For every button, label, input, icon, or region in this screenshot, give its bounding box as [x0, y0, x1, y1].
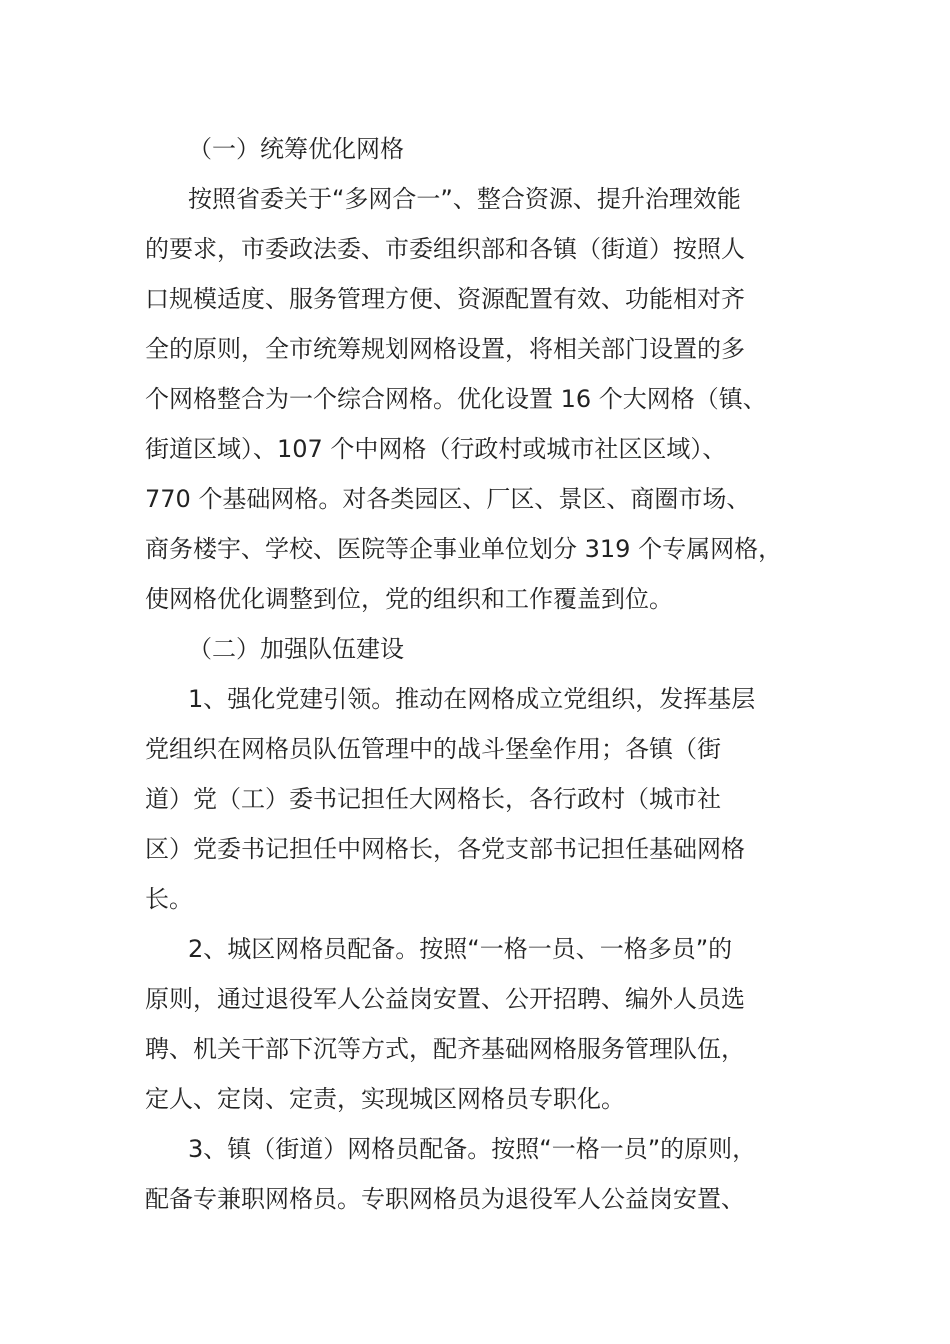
paragraph-line: 按照省委关于“多网合一”、整合资源、提升治理效能	[188, 185, 741, 213]
paragraph-line: 全的原则，全市统筹规划网格设置，将相关部门设置的多	[145, 335, 745, 363]
paragraph-line: 口规模适度、服务管理方便、资源配置有效、功能相对齐	[145, 285, 745, 313]
section-heading-2: （二）加强队伍建设	[188, 635, 404, 663]
paragraph-line: 街道区域）、107 个中网格（行政村或城市社区区域）、	[145, 435, 727, 463]
paragraph-line: 配备专兼职网格员。专职网格员为退役军人公益岗安置、	[145, 1185, 745, 1213]
paragraph-line: 区）党委书记担任中网格长，各党支部书记担任基础网格	[145, 835, 745, 863]
paragraph-line: 道）党（工）委书记担任大网格长，各行政村（城市社	[145, 785, 721, 813]
paragraph-line: 770 个基础网格。对各类园区、厂区、景区、商圈市场、	[145, 485, 751, 513]
paragraph-line: 使网格优化调整到位，党的组织和工作覆盖到位。	[145, 585, 673, 613]
paragraph-line: 个网格整合为一个综合网格。优化设置 16 个大网格（镇、	[145, 385, 767, 413]
paragraph-line: 1、强化党建引领。推动在网格成立党组织，发挥基层	[188, 685, 756, 713]
paragraph-line: 商务楼宇、学校、医院等企事业单位划分 319 个专属网格，	[145, 535, 783, 563]
paragraph-line: 的要求，市委政法委、市委组织部和各镇（街道）按照人	[145, 235, 745, 263]
paragraph-line: 原则，通过退役军人公益岗安置、公开招聘、编外人员选	[145, 985, 745, 1013]
paragraph-line: 党组织在网格员队伍管理中的战斗堡垒作用；各镇（街	[145, 735, 721, 763]
paragraph-line: 3、镇（街道）网格员配备。按照“一格一员”的原则，	[188, 1135, 757, 1163]
paragraph-line: 聘、机关干部下沉等方式，配齐基础网格服务管理队伍，	[145, 1035, 745, 1063]
section-heading-1: （一）统筹优化网格	[188, 135, 404, 163]
paragraph-line: 定人、定岗、定责，实现城区网格员专职化。	[145, 1085, 625, 1113]
paragraph-line: 2、城区网格员配备。按照“一格一员、一格多员”的	[188, 935, 733, 963]
paragraph-line: 长。	[145, 885, 193, 913]
